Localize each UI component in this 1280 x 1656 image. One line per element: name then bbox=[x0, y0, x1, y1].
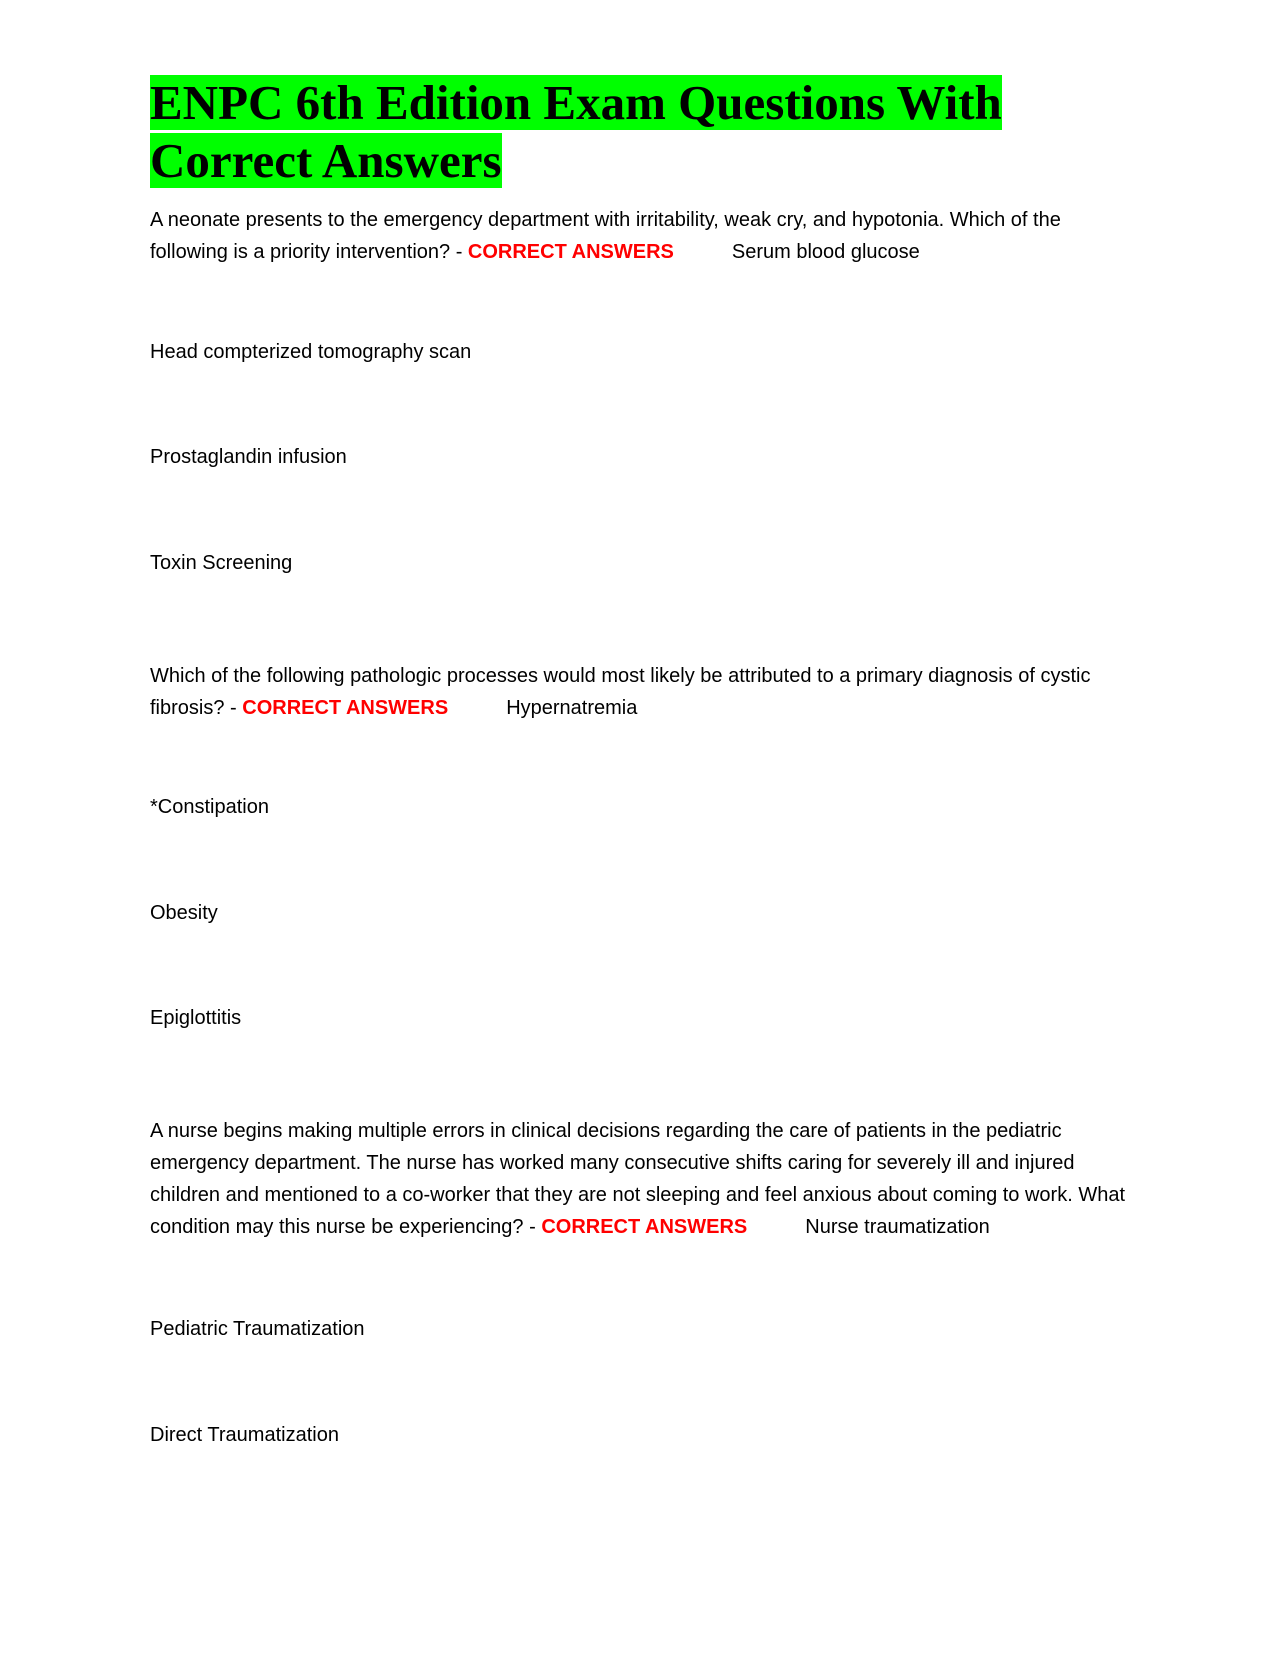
question-3 bbox=[150, 1115, 1135, 1243]
title-line-2: Correct Answers bbox=[150, 133, 502, 188]
question-2-text: Which of the following pathologic processes would most likely be attributed to a primary diagnosis of cystic fibrosis? - bbox=[150, 665, 1091, 719]
title-line-1: ENPC 6th Edition Exam Questions With bbox=[150, 75, 1002, 130]
question-3-answer: Nurse traumatization bbox=[805, 1216, 990, 1238]
correct-answers-label: CORRECT ANSWERS bbox=[541, 1216, 748, 1238]
question-3-text: A nurse begins making multiple errors in clinical decisions regarding the care of patients in the pediatric emergency department. The nurse has worked many consecutive shifts caring for severely ill and injured children and mentioned to a co-worker that they are not sleeping and feel anxious about coming to work. What condition may this nurse be experiencing? - bbox=[150, 1120, 1126, 1238]
question-2-answer: Hypernatremia bbox=[506, 697, 638, 719]
correct-answers-label: CORRECT ANSWERS bbox=[242, 697, 449, 719]
question-2-option: *Constipation bbox=[150, 796, 269, 818]
question-1-option: Prostaglandin infusion bbox=[150, 446, 347, 468]
question-2-option: Epiglottitis bbox=[150, 1007, 242, 1029]
question-2-option: Obesity bbox=[150, 902, 218, 924]
question-2 bbox=[150, 660, 1135, 724]
question-1-option: Head compterized tomography scan bbox=[150, 341, 472, 363]
question-1 bbox=[150, 204, 1135, 268]
question-3-option: Direct Traumatization bbox=[150, 1424, 339, 1446]
question-1-option: Toxin Screening bbox=[150, 552, 293, 574]
question-3-option: Pediatric Traumatization bbox=[150, 1318, 365, 1340]
question-1-text: A neonate presents to the emergency department with irritability, weak cry, and hypotonia. Which of the following is a priority intervention? - bbox=[150, 209, 1061, 263]
document-title bbox=[150, 74, 1050, 190]
question-1-answer: Serum blood glucose bbox=[731, 241, 920, 263]
correct-answers-label: CORRECT ANSWERS bbox=[467, 241, 674, 263]
